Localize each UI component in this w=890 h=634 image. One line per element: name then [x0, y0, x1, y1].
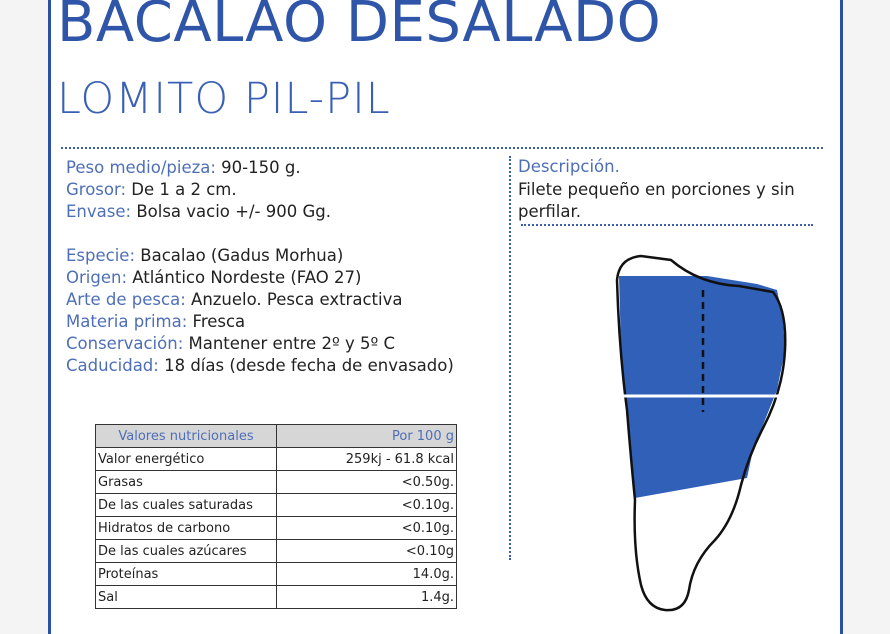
- nutrient-value: 259kj - 61.8 kcal: [277, 448, 457, 471]
- nutrient-value: <0.10g: [277, 540, 457, 563]
- spec-label: Origen:: [66, 268, 127, 287]
- spec-value: Anzuelo. Pesca extractiva: [185, 290, 403, 309]
- nutrition-table: [95, 424, 457, 609]
- table-row: [96, 586, 457, 609]
- nutrient-name: Grasas: [96, 471, 277, 494]
- spec-caducidad: [66, 355, 454, 377]
- nutrient-name: De las cuales azúcares: [96, 540, 277, 563]
- spec-origen: [66, 267, 361, 289]
- spec-value: Mantener entre 2º y 5º C: [183, 334, 396, 353]
- product-sheet: [48, 0, 843, 634]
- spec-envase: [66, 201, 331, 223]
- description-dotted-rule: [521, 224, 813, 226]
- spec-label: Materia prima:: [66, 312, 188, 331]
- spec-value: Bacalao (Gadus Morhua): [135, 246, 344, 265]
- description-text: Filete pequeño en porciones y sin perfilar.: [518, 180, 795, 221]
- spec-materia-prima: [66, 311, 245, 333]
- spec-conservacion: [66, 333, 395, 355]
- spec-arte-pesca: [66, 289, 402, 311]
- nutrient-name: Sal: [96, 586, 277, 609]
- spec-value: Atlántico Nordeste (FAO 27): [127, 268, 362, 287]
- nutrition-header-name: Valores nutricionales: [96, 425, 277, 448]
- description-title: Descripción.: [518, 157, 620, 176]
- spec-label: Arte de pesca:: [66, 290, 186, 309]
- table-row: [96, 448, 457, 471]
- spec-label: Envase:: [66, 202, 132, 221]
- cod-fillet-cut-diagram-icon: [607, 250, 837, 615]
- spec-value: 90-150 g.: [215, 158, 301, 177]
- nutrient-value: 14.0g.: [277, 563, 457, 586]
- table-row: [96, 517, 457, 540]
- dotted-column-divider: [509, 156, 511, 560]
- table-row: [96, 471, 457, 494]
- nutrient-value: <0.50g.: [277, 471, 457, 494]
- spec-label: Grosor:: [66, 180, 127, 199]
- spec-label: Especie:: [66, 246, 136, 265]
- spec-value: Fresca: [187, 312, 246, 331]
- spec-value: Bolsa vacio +/- 900 Gg.: [131, 202, 331, 221]
- nutrition-header-amount: Por 100 g: [277, 425, 457, 448]
- nutrient-name: Proteínas: [96, 563, 277, 586]
- spec-peso: [66, 157, 301, 179]
- table-row: [96, 563, 457, 586]
- dotted-divider: [61, 147, 823, 149]
- nutrient-value: <0.10g.: [277, 494, 457, 517]
- nutrient-name: Hidratos de carbono: [96, 517, 277, 540]
- product-subtitle: LOMITO PIL-PIL: [57, 74, 391, 124]
- product-title: BACALAO DESALADO: [57, 0, 662, 55]
- spec-value: De 1 a 2 cm.: [126, 180, 237, 199]
- spec-grosor: [66, 179, 237, 201]
- spec-label: Peso medio/pieza:: [66, 158, 216, 177]
- spec-label: Conservación:: [66, 334, 184, 353]
- nutrient-name: Valor energético: [96, 448, 277, 471]
- spec-especie: [66, 245, 343, 267]
- nutrient-name: De las cuales saturadas: [96, 494, 277, 517]
- nutrition-header-row: [96, 425, 457, 448]
- table-row: [96, 494, 457, 517]
- nutrient-value: <0.10g.: [277, 517, 457, 540]
- table-row: [96, 540, 457, 563]
- spec-value: 18 días (desde fecha de envasado): [158, 356, 454, 375]
- spec-label: Caducidad:: [66, 356, 159, 375]
- nutrient-value: 1.4g.: [277, 586, 457, 609]
